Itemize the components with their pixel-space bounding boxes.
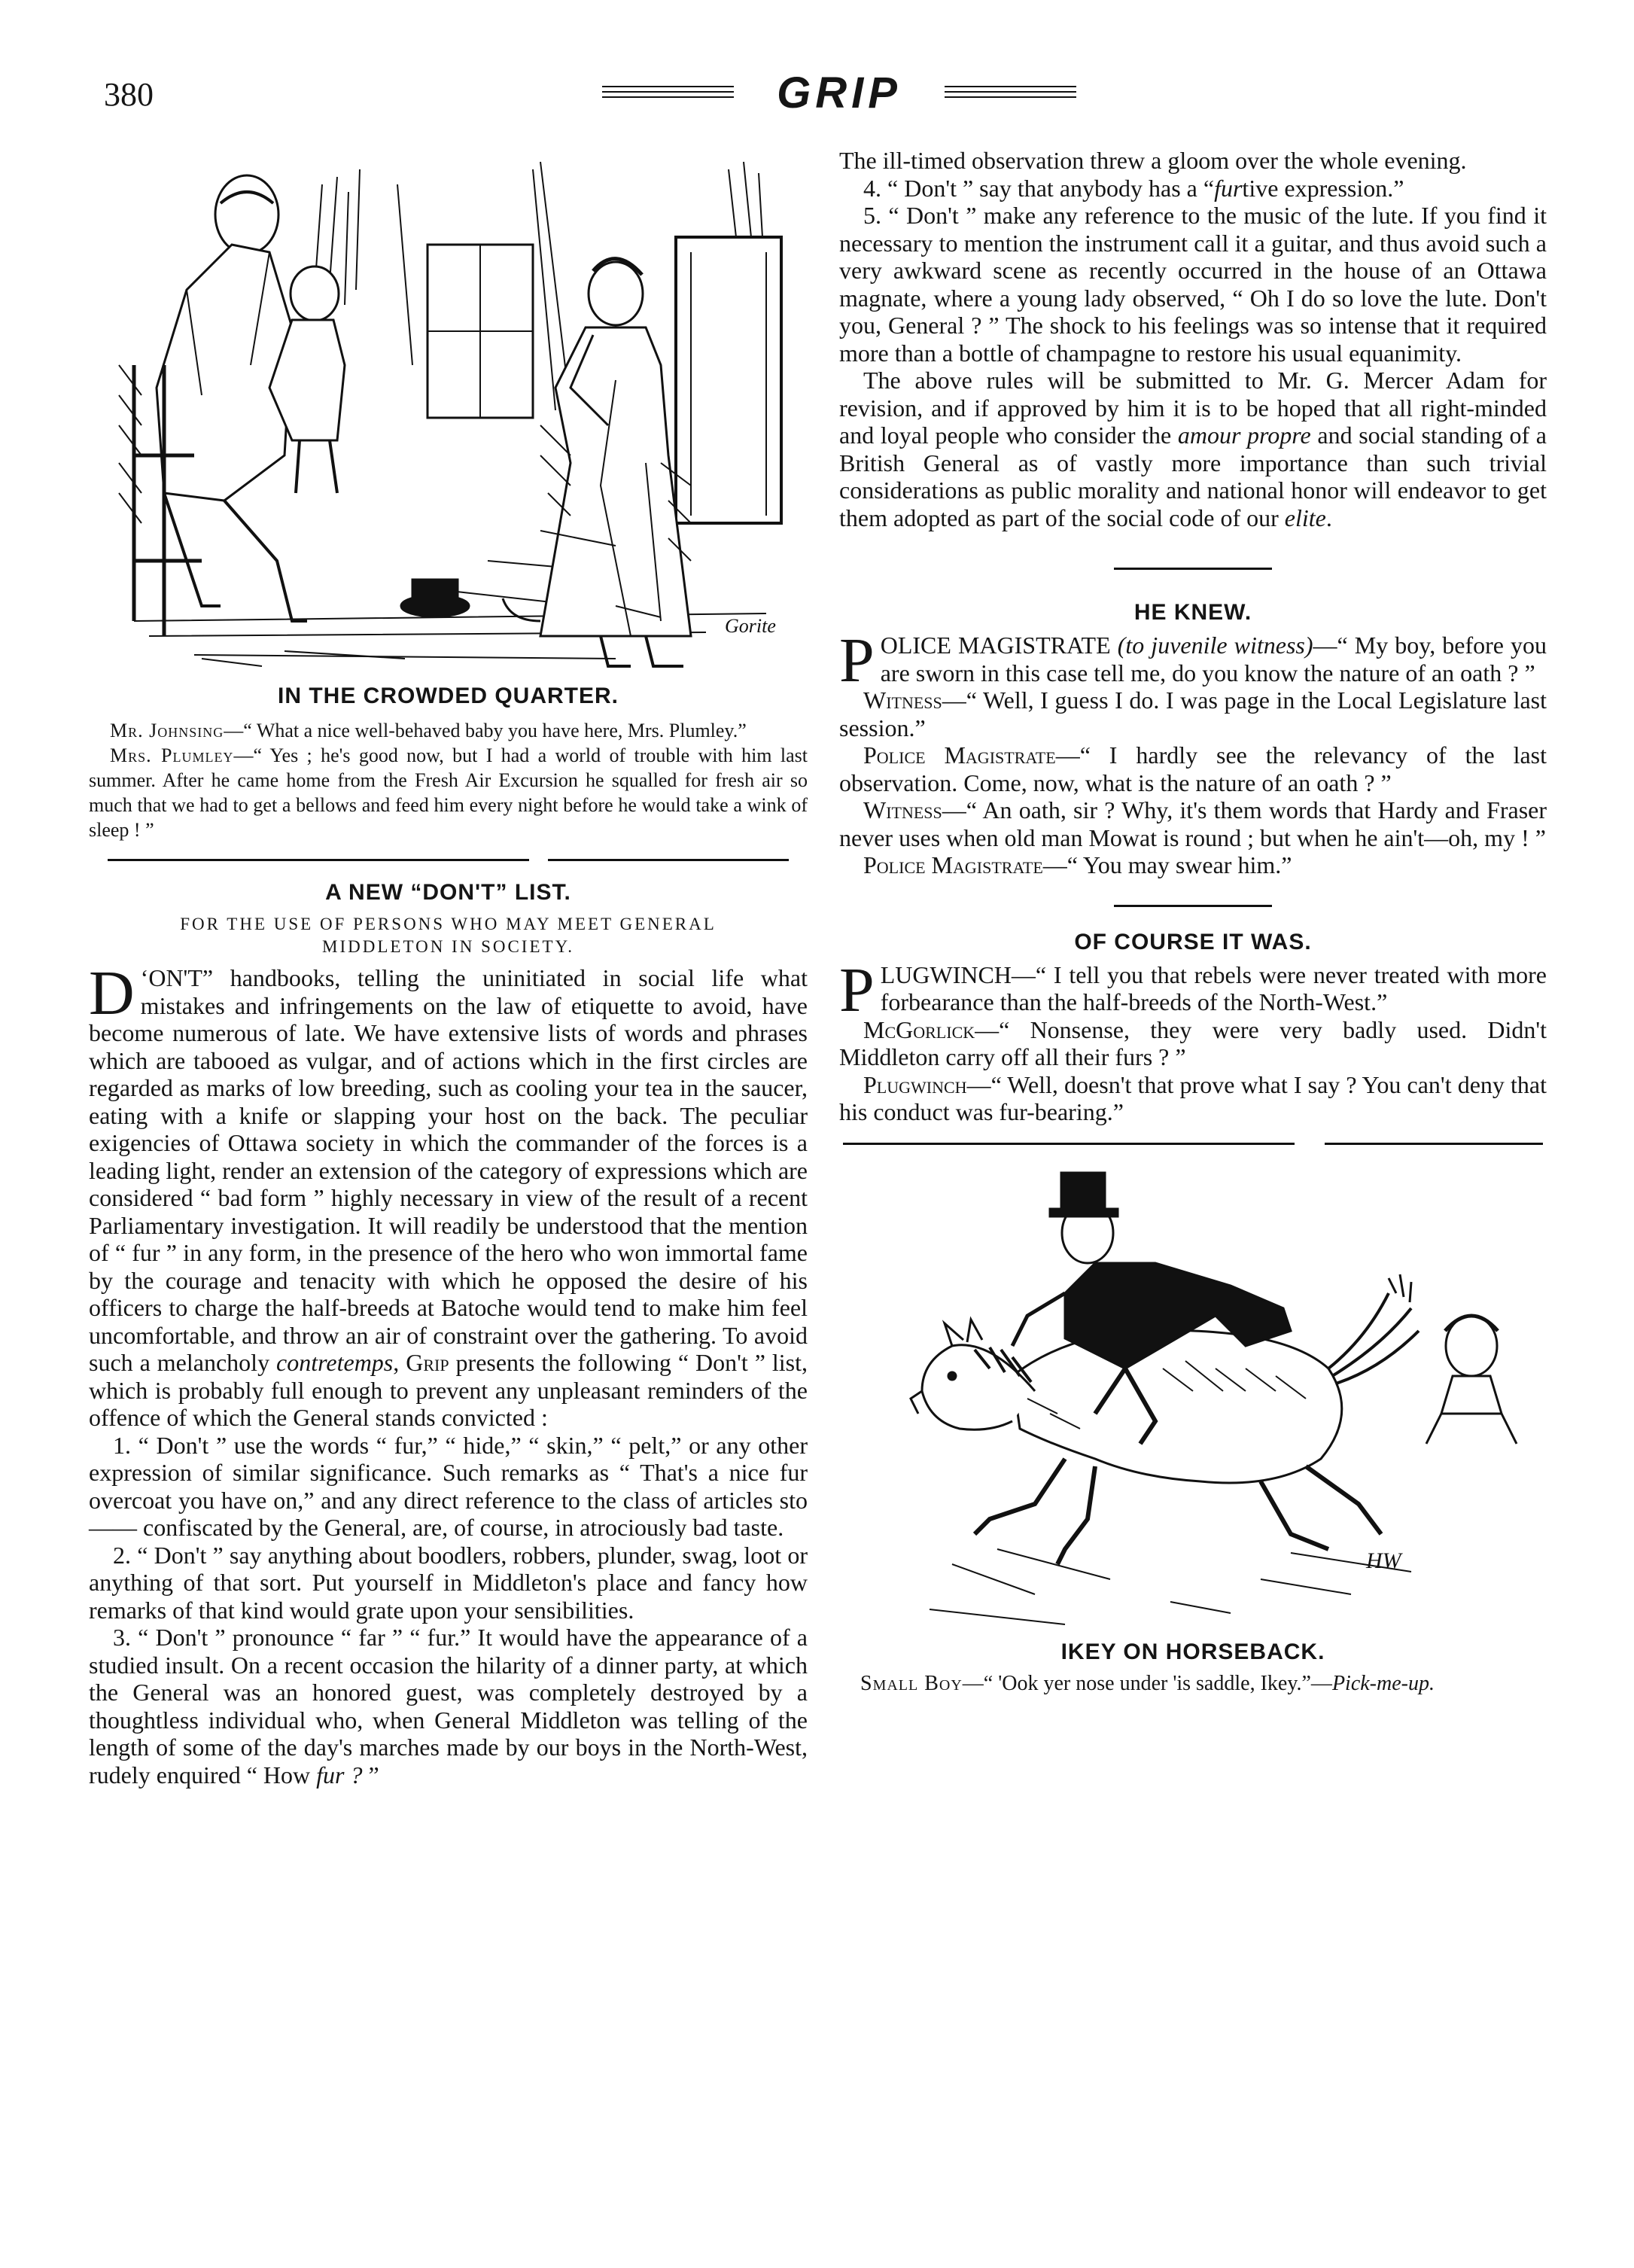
cartoon-ikey-on-horseback [839,1143,1547,1632]
article-item-4: 4. “ Don't ” say that anybody has a “furtive expression.” [863,174,1404,202]
drop-cap: D [89,958,135,1028]
article-item-3-continued: The ill-timed observation threw a gloom over the whole evening. [839,147,1467,174]
he-knew-paragraph-5: Police Magistrate—“ You may swear him.” [863,851,1292,878]
masthead-title: GRIP [777,68,902,117]
he-knew-title: HE KNEW. [1133,600,1252,625]
of-course-title: OF COURSE IT WAS. [1074,929,1312,954]
cartoon-top-dialogue-2: Mrs. Plumley—“ Yes ; he's good now, but I had a world of trouble with him last summer. After he came home from the Fresh Air Excursion he squalled for fresh air so much that we had to get a bellows and feed him every night before he would take a wink of sleep ! ” [89,744,808,841]
left-column [89,139,808,1789]
cartoon-bottom-dialogue: Small Boy—“ 'Ook yer nose under 'is saddle, Ikey.”—Pick-me-up. [860,1671,1435,1695]
article-subtitle-1: FOR THE USE OF PERSONS WHO MAY MEET GENERAL [180,915,717,933]
cartoon-bottom-title: IKEY ON HORSEBACK. [1060,1639,1325,1664]
article-subtitle-2: MIDDLETON IN SOCIETY. [322,937,574,956]
he-knew-paragraph-2: Witness—“ Well, I guess I do. I was page in the Local Legislature last session.” [839,686,1547,741]
cartoon-top-dialogue-1: Mr. Johnsing—“ What a nice well-behaved baby you have here, Mrs. Plumley.” [110,720,747,741]
masthead-rule-right [945,86,1076,107]
article-item-5: 5. “ Don't ” make any reference to the music of the lute. If you find it necessary to mention the instrument call it a guitar, and thus avoid such a very awkward scene as recently occurred in the house of an Ottawa magnate, where a young lady observed, “ Oh I do so love the lute. Don't you, General ? ” The shock to his feelings was so intense that it required more than a bottle of champagne to restore his usual equanimity. [839,202,1547,367]
he-knew-paragraph-4: Witness—“ An oath, sir ? Why, it's them words that Hardy and Fraser never uses when old man Mowat is round ; but when he ain't—oh, my ! ” [839,796,1547,851]
masthead [602,68,1076,125]
article-closing: The above rules will be submitted to Mr. G. Mercer Adam for revision, and if approved by him it is to be hoped that all right-minded and loyal people who consider the amour propre and social standing of a British General as of vastly more importance than such trivial considerations as public morality and national honor will endeavor to get them adopted as part of the social code of our elite. [839,367,1547,531]
of-course-paragraph-2: McGorlick—“ Nonsense, they were very badly used. Didn't Middleton carry off all their furs ? ” [839,1015,1547,1070]
cartoon-signature: Gorite [725,615,776,637]
cartoon-bottom-signature: HW [1366,1548,1401,1573]
page-number: 380 [104,76,154,113]
article-item-1: 1. “ Don't ” use the words “ fur,” “ hide,” “ skin,” “ pelt,” or any other expression of similar significance. Such remarks as “ That's a nice fur overcoat you have on,” and any direct reference to the class of articles sto—— confiscated by the General, are, of course, in atrociously bad taste. [89,1431,808,1541]
article-item-3: 3. “ Don't ” pronounce “ far ” “ fur.” It would have the appearance of a studied insult. On a recent occasion the hilarity of a dinner party, at which the General was an honored guest, was completely destroyed by a thoughtless individual who, when General Middleton was telling of the length of some of the day's marches made by our boys in the North-West, rudely enquired “ How fur ? ” [89,1624,808,1789]
article-item-2: 2. “ Don't ” say anything about boodlers, robbers, plunder, swag, loot or anything of that sort. Put yourself in Middleton's place and fancy how remarks of that kind would grate upon your sensibilities. [89,1541,808,1624]
of-course-paragraph-3: Plugwinch—“ Well, doesn't that prove what I say ? You can't deny that his conduct was fur-bearing.” [839,1070,1547,1125]
of-course-paragraph-1: PLUGWINCH—“ I tell you that rebels were never treated with more forbearance than the half-breeds of the North-West.” [839,954,1547,1025]
masthead-rule-left [602,86,734,107]
he-knew-paragraph-3: Police Magistrate—“ I hardly see the relevancy of the last observation. Come, now, what is the nature of an oath ? ” [839,741,1547,796]
cartoon-top-title: IN THE CROWDED QUARTER. [278,683,619,708]
he-knew-paragraph-1: POLICE MAGISTRATE (to juvenile witness)—“ My boy, before you are sworn in this case tell me, do you know the nature of an oath ? ” [839,626,1547,696]
article-title: A NEW “DON'T” LIST. [325,880,571,905]
right-column [839,147,1547,1697]
article-paragraph-1: ‘ D ON'T” handbooks, telling the uninitiated in social life what mistakes and infringements on the law of etiquette to avoid, have become numerous of late. We have extensive lists of words and phrases which are tabooed as vulgar, and of actions which in the first circles are regarded as marks of low breeding, such as cooling your tea in the saucer, eating with a knife or slapping your host on the back. The peculiar exigencies of Ottawa society in which the commander of the forces is a leading light, render an extension of the category of expressions which are considered “ bad form ” highly necessary in view of the result of a recent Parliamentary investigation. It will readily be understood that the mention of “ fur ” in any form, in the presence of the hero who won immortal fame by the courage and tenacity with which he opposed the desire of his officers to charge the half-breeds at Batoche would tend to make him feel uncomfortable, and throw an air of constraint over the gathering. To avoid such a melancholy contretemps, Grip presents the following “ Don't ” list, which is probably full enough to prevent any unpleasant reminders of the offence of which the General stands convicted : [89,958,808,1431]
cartoon-crowded-quarter [89,139,808,670]
